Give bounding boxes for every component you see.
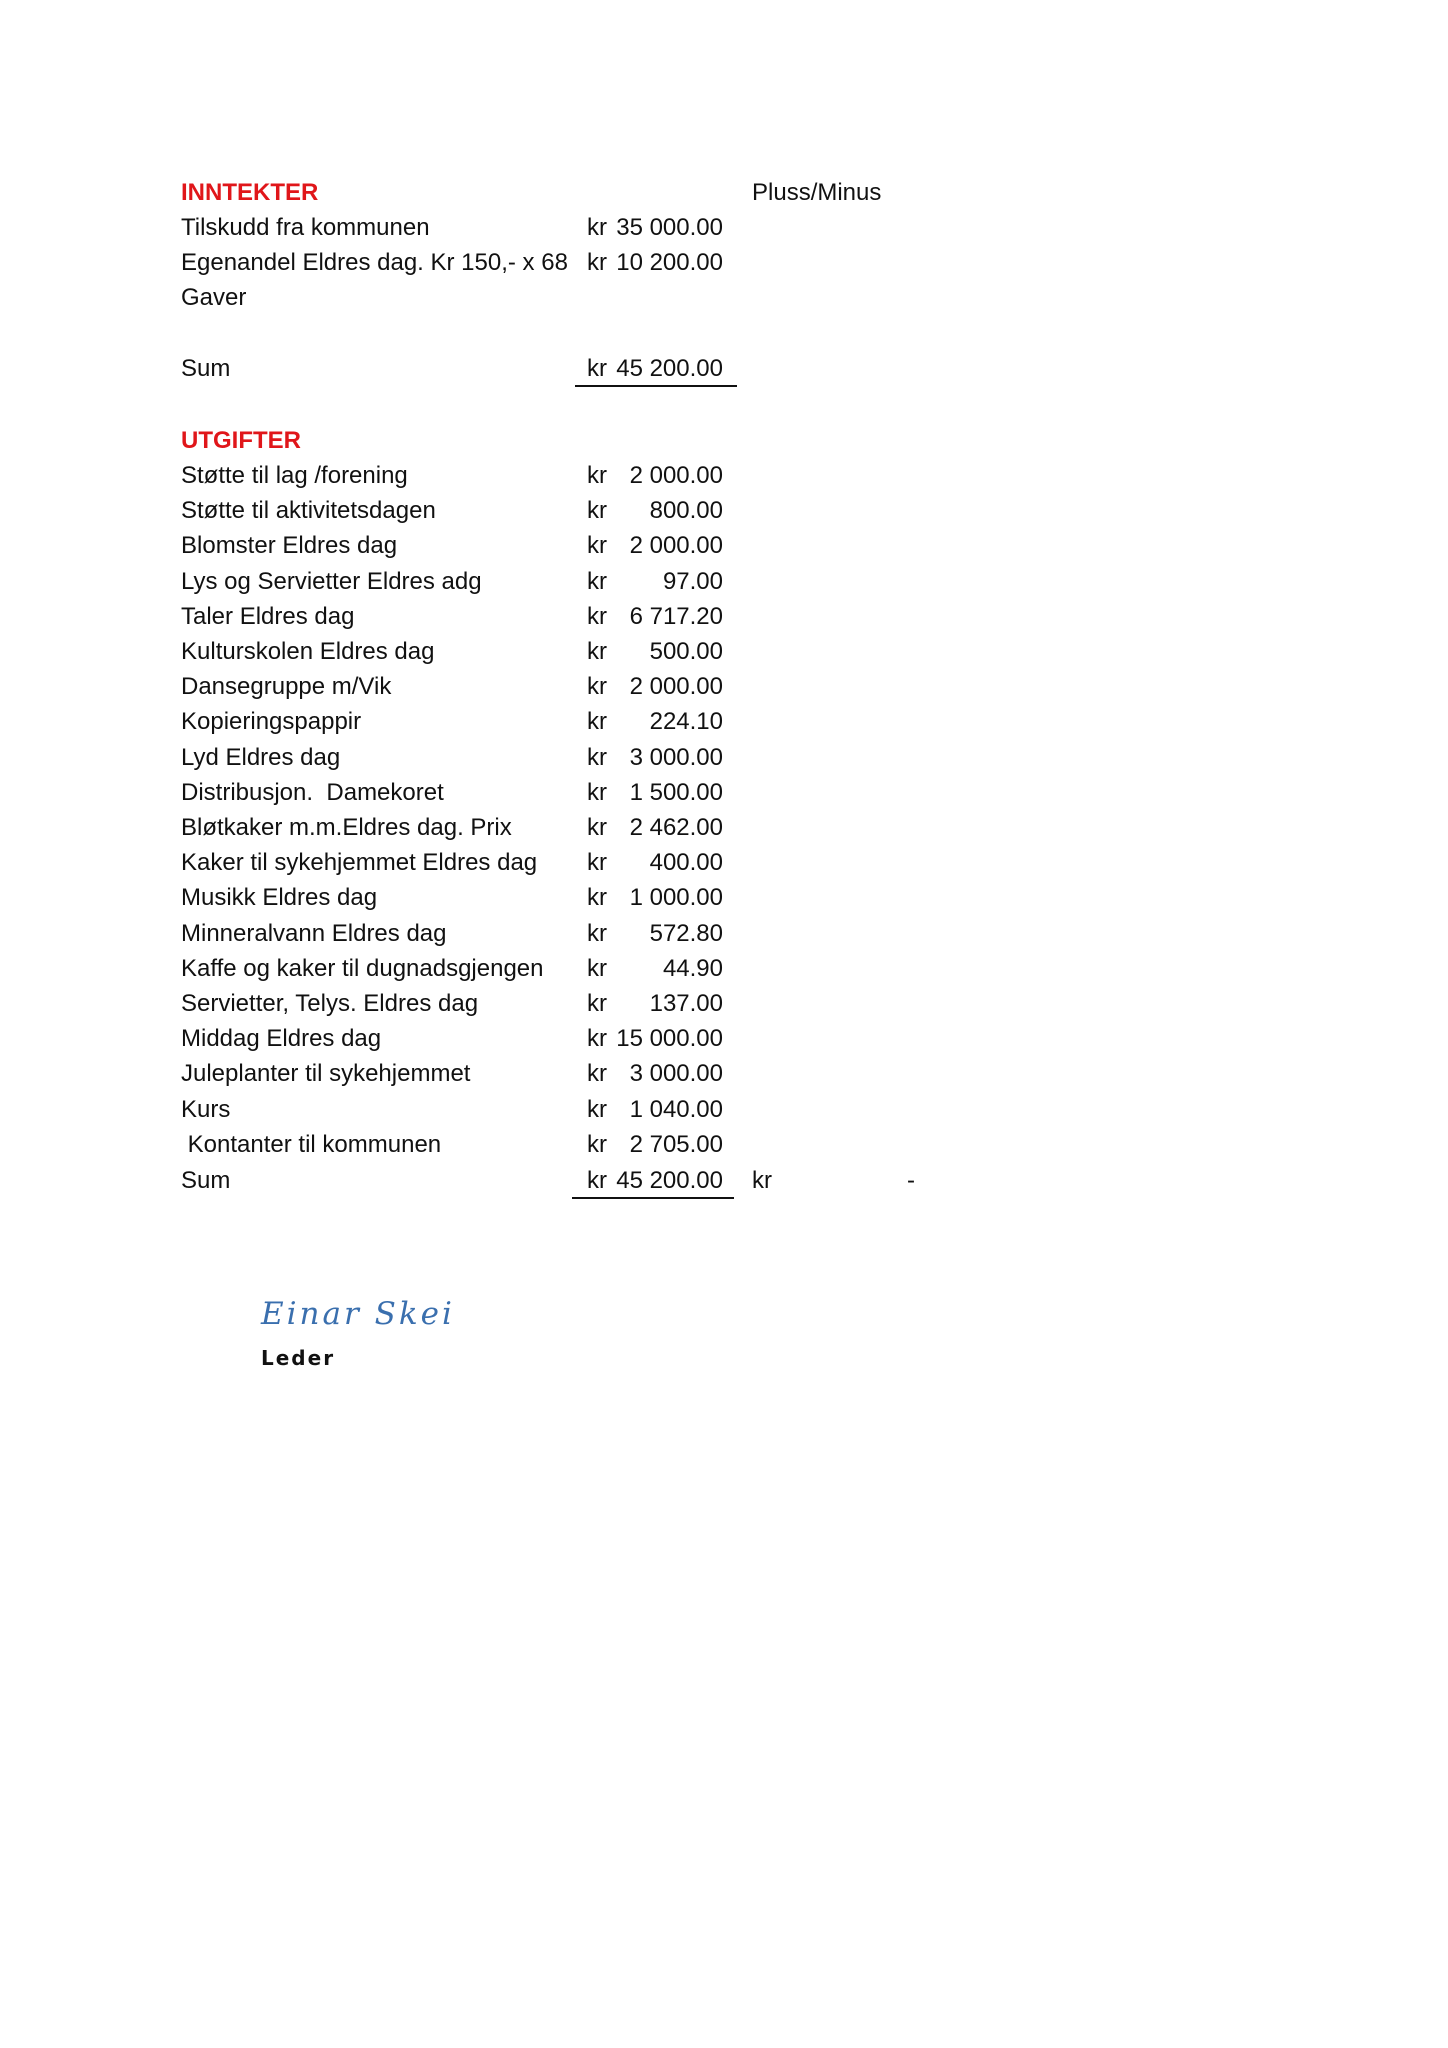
expense-row-currency: kr	[587, 708, 607, 735]
expense-row-label: Juleplanter til sykehjemmet	[181, 1060, 471, 1087]
expense-row-label: Støtte til lag /forening	[181, 462, 408, 489]
expense-row-currency: kr	[587, 532, 607, 559]
expense-row-amount: 224.10	[649, 708, 723, 735]
signature-role: Leder	[261, 1346, 336, 1370]
expense-row-label: Lys og Servietter Eldres adg	[181, 568, 482, 595]
expense-row-amount: 572.80	[649, 920, 723, 947]
signature-name: Einar Skei	[261, 1296, 455, 1332]
expense-row-amount: 3 000.00	[629, 744, 723, 771]
expense-row-amount: 44.90	[662, 955, 723, 982]
expense-row-amount: 1 000.00	[629, 884, 723, 911]
expense-row-amount: 2 000.00	[629, 532, 723, 559]
plus-minus-header: Pluss/Minus	[752, 179, 882, 206]
expense-row-currency: kr	[587, 462, 607, 489]
expenses-sum-amount: 45 200.00	[616, 1167, 723, 1194]
expenses-heading: UTGIFTER	[181, 427, 301, 454]
expense-row-currency: kr	[587, 638, 607, 665]
expense-row-currency: kr	[587, 990, 607, 1017]
income-row-label: Egenandel Eldres dag. Kr 150,- x 68	[181, 249, 568, 276]
expense-row-amount: 2 000.00	[629, 673, 723, 700]
expense-row-amount: 6 717.20	[629, 603, 723, 630]
expense-row-amount: 800.00	[649, 497, 723, 524]
expense-row-label: Kontanter til kommunen	[181, 1131, 442, 1158]
expense-row-currency: kr	[587, 1060, 607, 1087]
expense-row-currency: kr	[587, 568, 607, 595]
expense-row-label: Servietter, Telys. Eldres dag	[181, 990, 479, 1017]
expenses-sum-label: Sum	[181, 1167, 231, 1194]
expense-row-currency: kr	[587, 814, 607, 841]
expense-row-currency: kr	[587, 1131, 607, 1158]
expense-row-amount: 2 705.00	[629, 1131, 723, 1158]
expense-row-label: Musikk Eldres dag	[181, 884, 378, 911]
expense-row-label: Kopieringspappir	[181, 708, 362, 735]
expense-row-label: Blomster Eldres dag	[181, 532, 398, 559]
expense-row-currency: kr	[587, 603, 607, 630]
income-row-amount: 10 200.00	[616, 249, 723, 276]
expense-row-amount: 1 040.00	[629, 1096, 723, 1123]
income-sum-currency: kr	[587, 355, 607, 382]
expense-row-amount: 137.00	[649, 990, 723, 1017]
expense-row-currency: kr	[587, 779, 607, 806]
expense-row-currency: kr	[587, 1025, 607, 1052]
expense-row-label: Kaker til sykehjemmet Eldres dag	[181, 849, 538, 876]
plus-minus-value: -	[907, 1167, 915, 1194]
expense-row-currency: kr	[587, 884, 607, 911]
expense-row-label: Kaffe og kaker til dugnadsgjengen	[181, 955, 544, 982]
expense-row-currency: kr	[587, 1096, 607, 1123]
income-sum-amount: 45 200.00	[616, 355, 723, 382]
expense-row-currency: kr	[587, 920, 607, 947]
expense-row-label: Lyd Eldres dag	[181, 744, 341, 771]
expense-row-label: Minneralvann Eldres dag	[181, 920, 447, 947]
income-sum-underline	[575, 385, 737, 387]
expense-row-currency: kr	[587, 955, 607, 982]
income-heading: INNTEKTER	[181, 179, 319, 206]
income-sum-label: Sum	[181, 355, 231, 382]
expense-row-currency: kr	[587, 497, 607, 524]
expense-row-label: Distribusjon. Damekoret	[181, 779, 444, 806]
expense-row-label: Støtte til aktivitetsdagen	[181, 497, 436, 524]
expense-row-label: Dansegruppe m/Vik	[181, 673, 392, 700]
expense-row-currency: kr	[587, 673, 607, 700]
expense-row-amount: 97.00	[662, 568, 723, 595]
income-row-amount: 35 000.00	[616, 214, 723, 241]
expenses-sum-currency: kr	[587, 1167, 607, 1194]
expense-row-currency: kr	[587, 849, 607, 876]
expense-row-currency: kr	[587, 744, 607, 771]
income-row-currency: kr	[587, 214, 607, 241]
expense-row-amount: 400.00	[649, 849, 723, 876]
expense-row-amount: 500.00	[649, 638, 723, 665]
expense-row-label: Kurs	[181, 1096, 231, 1123]
expense-row-amount: 3 000.00	[629, 1060, 723, 1087]
expense-row-amount: 2 462.00	[629, 814, 723, 841]
income-row-label: Gaver	[181, 284, 247, 311]
expense-row-amount: 1 500.00	[629, 779, 723, 806]
income-row-currency: kr	[587, 249, 607, 276]
expenses-sum-underline	[572, 1197, 734, 1199]
plus-minus-currency: kr	[752, 1167, 772, 1194]
expense-row-amount: 2 000.00	[629, 462, 723, 489]
expense-row-label: Kulturskolen Eldres dag	[181, 638, 435, 665]
income-row-label: Tilskudd fra kommunen	[181, 214, 430, 241]
expense-row-label: Bløtkaker m.m.Eldres dag. Prix	[181, 814, 512, 841]
expense-row-label: Middag Eldres dag	[181, 1025, 382, 1052]
expense-row-label: Taler Eldres dag	[181, 603, 355, 630]
expense-row-amount: 15 000.00	[616, 1025, 723, 1052]
